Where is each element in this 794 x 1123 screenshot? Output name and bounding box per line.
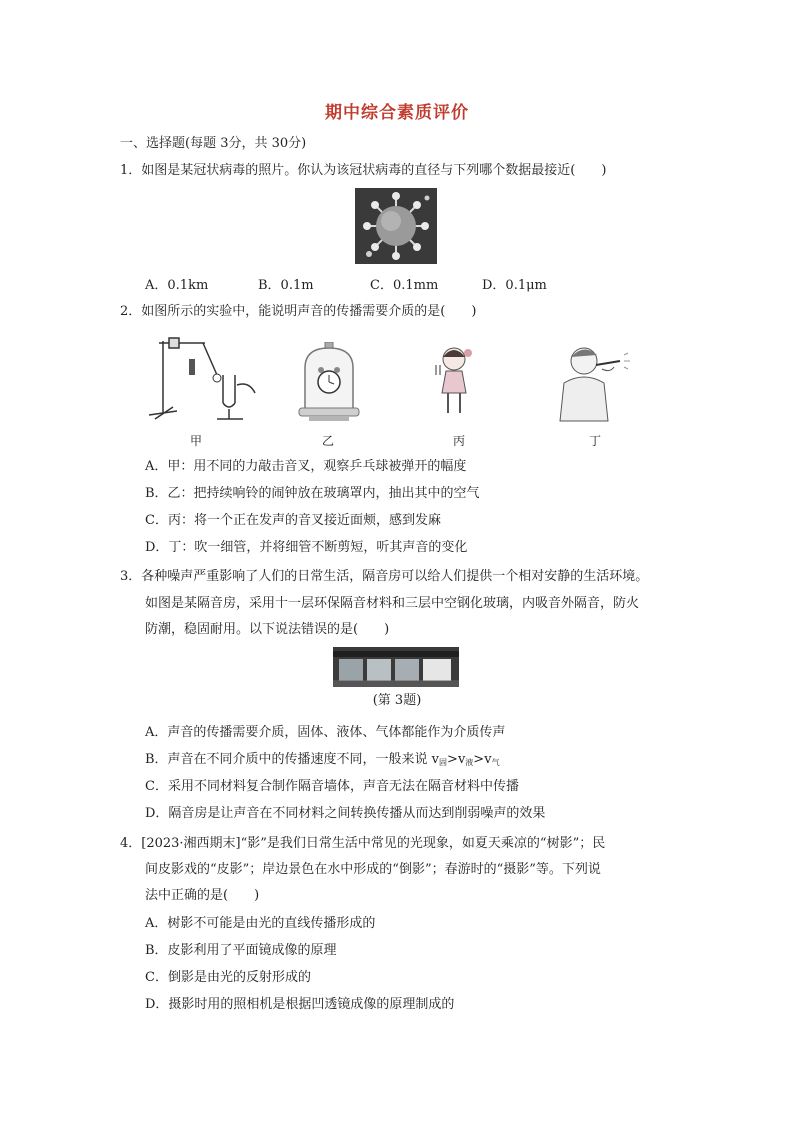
q1-option-c[interactable]: C．0.1mm — [370, 278, 439, 293]
q4-option-a[interactable]: A．树影不可能是由光的直线传播形成的 — [145, 916, 376, 931]
q3-figure-caption: (第 3题) — [372, 693, 422, 708]
q3-option-b-text: B．声音在不同介质中的传播速度不同，一般来说 v — [145, 752, 440, 767]
virus-photo — [355, 188, 437, 264]
q2-caption-ding: 丁 — [588, 434, 601, 448]
page-title: 期中综合素质评价 — [325, 103, 469, 123]
q1-option-b[interactable]: B．0.1m — [258, 278, 314, 293]
q3-stem-line-2: 如图是某隔音房，采用十一层环保隔音材料和三层中空钢化玻璃，内吸音外隔音，防火 — [145, 596, 640, 611]
q2-option-a[interactable]: A．甲：用不同的力敲击音叉，观察乒乓球被弹开的幅度 — [145, 459, 467, 474]
q1-stem: 1．如图是某冠状病毒的照片。你认为该冠状病毒的直径与下列哪个数据最接近( ) — [120, 163, 607, 178]
q4-stem-line-3: 法中正确的是( ) — [145, 888, 260, 903]
q3-option-b-gt-2: > — [473, 752, 485, 767]
boy-straw-figure — [556, 343, 636, 423]
q3-option-b-v-2: v — [457, 752, 466, 767]
q3-option-b-sub-liquid: 液 — [465, 758, 474, 767]
q3-option-b-v-3: v — [484, 752, 492, 767]
q3-option-b-sub-gas: 气 — [491, 758, 500, 767]
q4-stem-line-2: 间皮影戏的“皮影”；岸边景色在水中形成的“倒影”；春游时的“摄影”等。下列说 — [145, 862, 601, 877]
q2-caption-yi: 乙 — [321, 434, 334, 448]
q3-option-b[interactable] — [145, 752, 500, 771]
bell-jar-clock-figure — [297, 342, 361, 422]
soundproof-room-photo — [333, 647, 459, 687]
section-heading: 一、选择题(每题 3分，共 30分) — [120, 136, 307, 151]
q3-option-d[interactable]: D．隔音房是让声音在不同材料之间转换传播从而达到削弱噪声的效果 — [145, 806, 546, 821]
q3-option-c[interactable]: C．采用不同材料复合制作隔音墙体，声音无法在隔音材料中传播 — [145, 779, 519, 794]
q3-option-b-gt-1: > — [447, 752, 458, 767]
q3-option-a[interactable]: A．声音的传播需要介质，固体、液体、气体都能作为介质传声 — [145, 725, 506, 740]
q1-option-d[interactable]: D．0.1μm — [482, 278, 547, 293]
q3-stem-line-1: 3．各种噪声严重影响了人们的日常生活，隔音房可以给人们提供一个相对安静的生活环境。 — [120, 569, 649, 584]
q4-stem-line-1: 4．[2023·湘西期末]“影”是我们日常生活中常见的光现象，如夏天乘凉的“树影”；民 — [120, 836, 606, 851]
q3-stem-line-3: 防潮，稳固耐用。以下说法错误的是( ) — [145, 622, 390, 637]
q4-option-d[interactable]: D．摄影时用的照相机是根据凹透镜成像的原理制成的 — [145, 997, 455, 1012]
tuning-fork-pingpong-figure — [145, 335, 263, 425]
q4-option-b[interactable]: B．皮影利用了平面镜成像的原理 — [145, 943, 337, 958]
q4-option-c[interactable]: C．倒影是由光的反射形成的 — [145, 970, 311, 985]
q3-option-b-sub-solid: 固 — [439, 758, 448, 767]
q2-option-d[interactable]: D．丁：吹一细管，并将细管不断剪短，听其声音的变化 — [145, 540, 468, 555]
q2-stem: 2．如图所示的实验中，能说明声音的传播需要介质的是( ) — [120, 304, 477, 319]
q2-caption-bing: 丙 — [452, 434, 465, 448]
q1-option-a[interactable]: A．0.1km — [145, 278, 209, 293]
q2-option-b[interactable]: B．乙：把持续响铃的闹钟放在玻璃罩内，抽出其中的空气 — [145, 486, 480, 501]
girl-tuning-fork-figure — [432, 345, 476, 421]
q2-caption-jia: 甲 — [189, 434, 202, 448]
q2-option-c[interactable]: C．丙：将一个正在发声的音叉接近面颊，感到发麻 — [145, 513, 441, 528]
